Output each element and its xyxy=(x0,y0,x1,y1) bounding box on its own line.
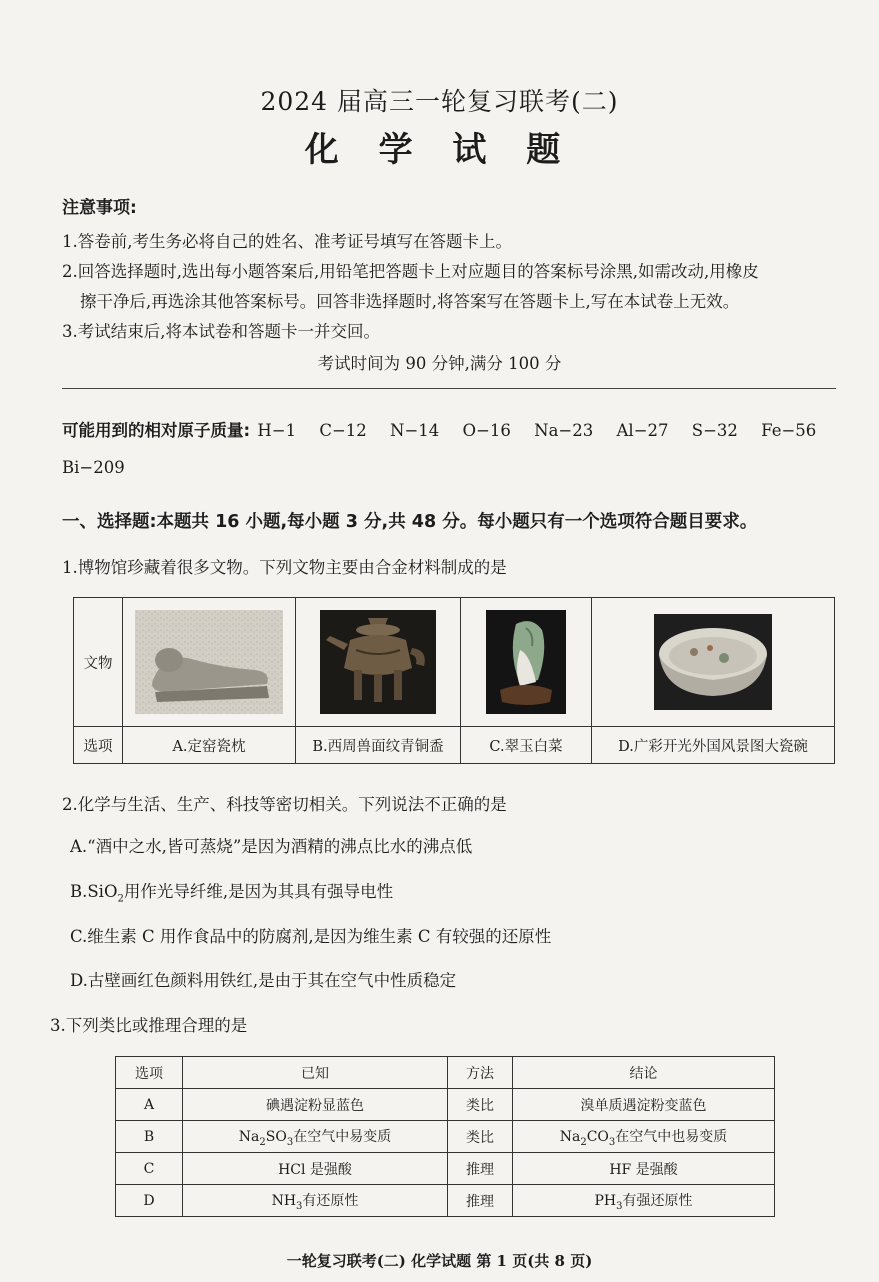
q3-row-b-known xyxy=(183,1121,448,1153)
q3-table xyxy=(115,1056,775,1217)
q3-b-known-pre: Na xyxy=(238,1128,260,1145)
notice-item-2-cont: 擦干净后,再选涂其他答案标号。回答非选择题时,将答案写在答题卡上,写在本试卷上无效。 xyxy=(80,292,740,311)
q1-option-a[interactable]: A.定窑瓷枕 xyxy=(123,727,296,764)
q2-b-post: 用作光导纤维,是因为其具有强导电性 xyxy=(123,882,394,901)
q3-d-known-pre: NH xyxy=(271,1192,297,1209)
q3-b-known-post: 在空气中易变质 xyxy=(293,1128,392,1145)
q3-b-concl-sub2: 3 xyxy=(608,1136,616,1148)
q3-row-a-known: 碘遇淀粉显蓝色 xyxy=(183,1089,448,1121)
q1-row-label-artifact: 文物 xyxy=(74,598,123,727)
jade-cabbage-icon xyxy=(486,610,566,714)
q3-header-known: 已知 xyxy=(183,1057,448,1089)
mass-h: H−1 xyxy=(257,421,297,440)
q3-row-c[interactable] xyxy=(116,1153,775,1185)
q1-stem: 1.博物馆珍藏着很多文物。下列文物主要由合金材料制成的是 xyxy=(62,558,507,577)
artifact-c-image xyxy=(461,598,592,727)
atomic-mass-line xyxy=(62,417,816,441)
artifact-b-image xyxy=(296,598,461,727)
q3-row-a-method: 类比 xyxy=(448,1089,513,1121)
q3-row-d-method: 推理 xyxy=(448,1185,513,1217)
q3-b-concl-sub1: 2 xyxy=(580,1136,587,1148)
q3-row-b[interactable] xyxy=(116,1121,775,1153)
mass-fe: Fe−56 xyxy=(761,421,817,440)
exam-title: 化 学 试 题 xyxy=(304,130,575,170)
q3-row-b-conclusion xyxy=(513,1121,775,1153)
porcelain-pillow-icon xyxy=(135,610,283,714)
mass-al: Al−27 xyxy=(616,421,669,440)
q3-row-c-method: 推理 xyxy=(448,1153,513,1185)
exam-time-line: 考试时间为 90 分钟,满分 100 分 xyxy=(317,354,562,373)
mass-bi: Bi−209 xyxy=(62,458,125,477)
q3-row-d-conclusion xyxy=(513,1185,775,1217)
q1-artifact-table xyxy=(73,597,835,764)
notice-item-1: 1.答卷前,考生务必将自己的姓名、准考证号填写在答题卡上。 xyxy=(62,232,512,251)
q3-b-known-sub1: 2 xyxy=(259,1136,266,1148)
divider xyxy=(62,388,836,389)
bronze-vessel-icon xyxy=(320,610,436,714)
q2-option-d[interactable]: D.古壁画红色颜料用铁红,是由于其在空气中性质稳定 xyxy=(70,971,457,990)
porcelain-bowl-icon xyxy=(654,614,772,710)
q3-b-concl-post: 在空气中也易变质 xyxy=(615,1128,728,1145)
q2-option-c[interactable]: C.维生素 C 用作食品中的防腐剂,是因为维生素 C 有较强的还原性 xyxy=(70,927,552,946)
q3-row-c-option: C xyxy=(116,1153,183,1185)
q2-option-b[interactable] xyxy=(70,878,393,904)
q3-d-concl-sub: 3 xyxy=(616,1200,623,1212)
q3-row-b-method: 类比 xyxy=(448,1121,513,1153)
q3-header-option: 选项 xyxy=(116,1057,183,1089)
exam-subtitle: 2024 届高三一轮复习联考(二) xyxy=(260,87,619,116)
q3-row-b-option: B xyxy=(116,1121,183,1153)
q2-stem: 2.化学与生活、生产、科技等密切相关。下列说法不正确的是 xyxy=(62,795,507,814)
q3-row-a[interactable] xyxy=(116,1089,775,1121)
artifact-a-image xyxy=(123,598,296,727)
q3-b-concl-mid: CO xyxy=(586,1128,609,1145)
q3-d-concl-pre: PH xyxy=(594,1192,617,1209)
mass-n: N−14 xyxy=(390,421,440,440)
section-1-heading: 一、选择题:本题共 16 小题,每小题 3 分,共 48 分。每小题只有一个选项符合题目要求。 xyxy=(62,512,758,532)
q2-b-pre: B.SiO xyxy=(70,882,118,901)
q3-row-c-known: HCl 是强酸 xyxy=(183,1153,448,1185)
q3-row-a-option: A xyxy=(116,1089,183,1121)
q3-header-conclusion: 结论 xyxy=(513,1057,775,1089)
q3-d-concl-post: 有强还原性 xyxy=(622,1192,693,1209)
notice-heading: 注意事项: xyxy=(62,198,137,218)
mass-na: Na−23 xyxy=(534,421,594,440)
q3-d-known-sub: 3 xyxy=(296,1200,303,1212)
q2-option-a[interactable]: A.“酒中之水,皆可蒸烧”是因为酒精的沸点比水的沸点低 xyxy=(70,837,473,856)
q3-row-d[interactable] xyxy=(116,1185,775,1217)
q3-row-d-known xyxy=(183,1185,448,1217)
notice-item-3: 3.考试结束后,将本试卷和答题卡一并交回。 xyxy=(62,322,380,341)
mass-s: S−32 xyxy=(691,421,738,440)
q3-row-c-conclusion: HF 是强酸 xyxy=(513,1153,775,1185)
q1-option-d[interactable]: D.广彩开光外国风景图大瓷碗 xyxy=(592,727,835,764)
q3-b-known-mid: SO xyxy=(265,1128,287,1145)
q1-option-b[interactable]: B.西周兽面纹青铜盉 xyxy=(296,727,461,764)
q1-row-label-option: 选项 xyxy=(74,727,123,764)
page-footer: 一轮复习联考(二) 化学试题 第 1 页(共 8 页) xyxy=(286,1252,593,1270)
q2-b-sub: 2 xyxy=(117,893,124,905)
atomic-mass-label: 可能用到的相对原子质量: xyxy=(62,421,251,440)
mass-o: O−16 xyxy=(462,421,511,440)
q3-b-concl-pre: Na xyxy=(559,1128,581,1145)
q3-b-known-sub2: 3 xyxy=(286,1136,294,1148)
artifact-d-image xyxy=(592,598,835,727)
q3-d-known-post: 有还原性 xyxy=(302,1192,359,1209)
q1-option-c[interactable]: C.翠玉白菜 xyxy=(461,727,592,764)
q3-stem: 3.下列类比或推理合理的是 xyxy=(50,1016,248,1035)
notice-item-2: 2.回答选择题时,选出每小题答案后,用铅笔把答题卡上对应题目的答案标号涂黑,如需改动,用橡皮 xyxy=(62,262,759,281)
q3-row-d-option: D xyxy=(116,1185,183,1217)
q3-row-a-conclusion: 溴单质遇淀粉变蓝色 xyxy=(513,1089,775,1121)
q3-header-method: 方法 xyxy=(448,1057,513,1089)
mass-c: C−12 xyxy=(319,421,367,440)
